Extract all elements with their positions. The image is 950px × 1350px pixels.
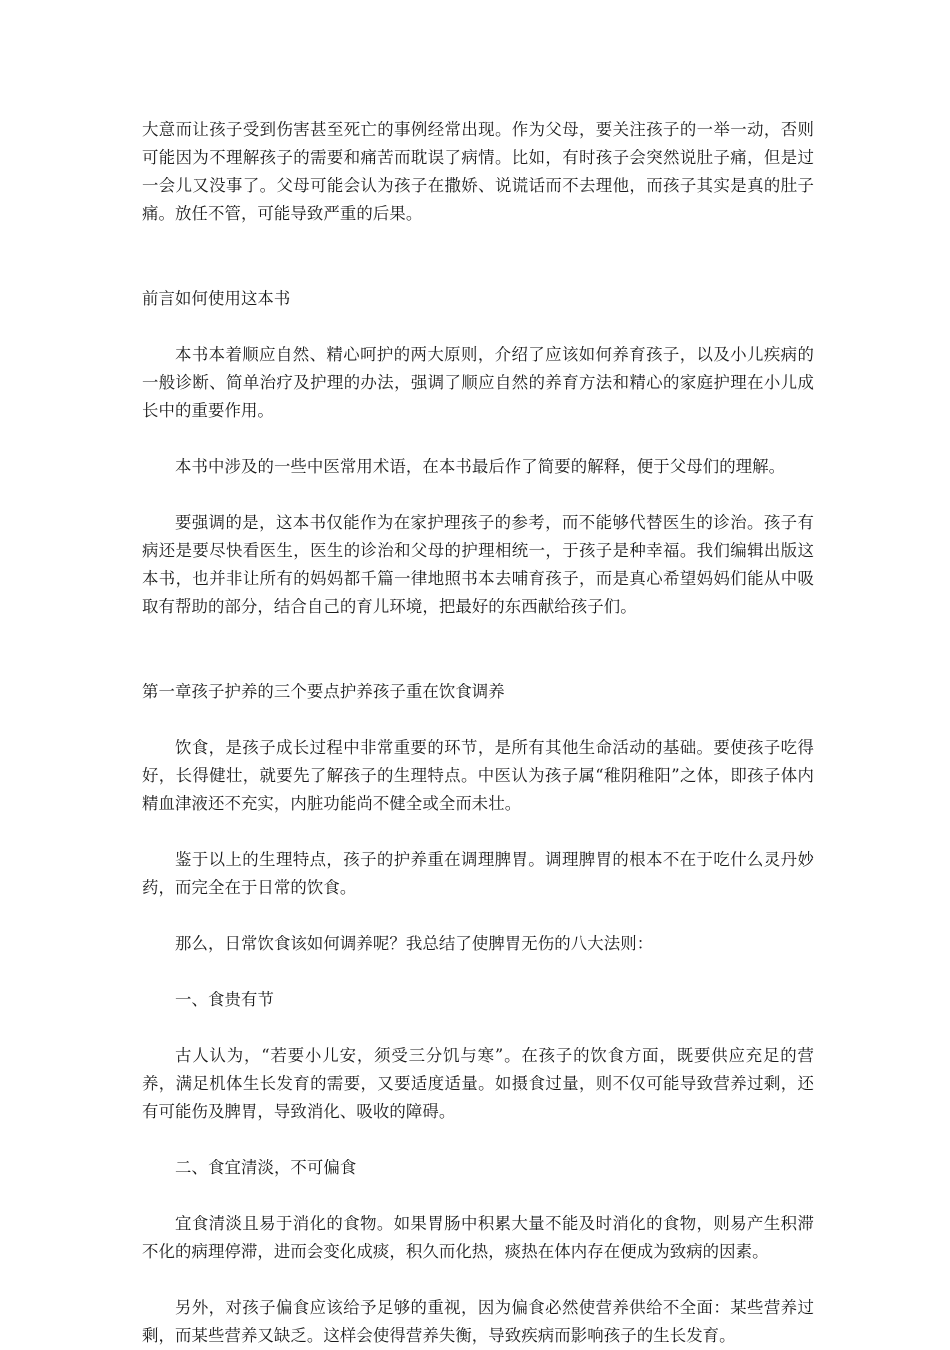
body-paragraph: 大意而让孩子受到伤害甚至死亡的事例经常出现。作为父母，要关注孩子的一举一动，否则可能因为不理解孩子的需要和痛苦而耽误了病情。比如，有时孩子会突然说肚子痛，但是过一会儿又没事了。父母可能会认为孩子在撒娇、说谎话而不去理他，而孩子其实是真的肚子痛。放任不管，可能导致严重的后果。 xyxy=(142,120,814,223)
body-paragraph: 本书中涉及的一些中医常用术语，在本书最后作了简要的解释，便于父母们的理解。 xyxy=(175,457,786,476)
body-paragraph: 古人认为，“若要小儿安，须受三分饥与寒”。在孩子的饮食方面，既要供应充足的营养，满足机体生长发育的需要，又要适度适量。如摄食过量，则不仅可能导致营养过剩，还有可能伤及脾胃，导致消化、吸收的障碍。 xyxy=(142,1046,814,1121)
body-paragraph: 另外，对孩子偏食应该给予足够的重视，因为偏食必然使营养供给不全面：某些营养过剩，而某些营养又缺乏。这样会使得营养失衡，导致疾病而影响孩子的生长发育。 xyxy=(142,1298,814,1345)
body-paragraph: 那么，日常饮食该如何调养呢？我总结了使脾胃无伤的八大法则： xyxy=(175,934,654,953)
body-paragraph: 本书本着顺应自然、精心呵护的两大原则，介绍了应该如何养育孩子，以及小儿疾病的一般诊断、简单治疗及护理的办法，强调了顺应自然的养育方法和精心的家庭护理在小儿成长中的重要作用。 xyxy=(142,345,814,420)
chapter-heading: 第一章孩子护养的三个要点护养孩子重在饮食调养 xyxy=(142,682,505,701)
body-paragraph: 要强调的是，这本书仅能作为在家护理孩子的参考，而不能够代替医生的诊治。孩子有病还是要尽快看医生，医生的诊治和父母的护理相统一，于孩子是种幸福。我们编辑出版这本书，也并非让所有的妈妈都千篇一律地照书本去哺育孩子，而是真心希望妈妈们能从中吸取有帮助的部分，结合自己的育儿环境，把最好的东西献给孩子们。 xyxy=(142,513,814,616)
subsection-heading: 二、食宜清淡，不可偏食 xyxy=(175,1158,357,1177)
section-heading-preface: 前言如何使用这本书 xyxy=(142,289,291,308)
subsection-heading: 一、食贵有节 xyxy=(175,990,274,1009)
body-paragraph: 鉴于以上的生理特点，孩子的护养重在调理脾胃。调理脾胃的根本不在于吃什么灵丹妙药，而完全在于日常的饮食。 xyxy=(142,850,814,897)
document-page xyxy=(142,116,814,1350)
body-paragraph: 饮食，是孩子成长过程中非常重要的环节，是所有其他生命活动的基础。要使孩子吃得好，长得健壮，就要先了解孩子的生理特点。中医认为孩子属“稚阴稚阳”之体，即孩子体内精血津液还不充实，内脏功能尚不健全或全而未壮。 xyxy=(142,738,814,813)
body-paragraph: 宜食清淡且易于消化的食物。如果胃肠中积累大量不能及时消化的食物，则易产生积滞不化的病理停滞，进而会变化成痰，积久而化热，痰热在体内存在便成为致病的因素。 xyxy=(142,1214,814,1261)
